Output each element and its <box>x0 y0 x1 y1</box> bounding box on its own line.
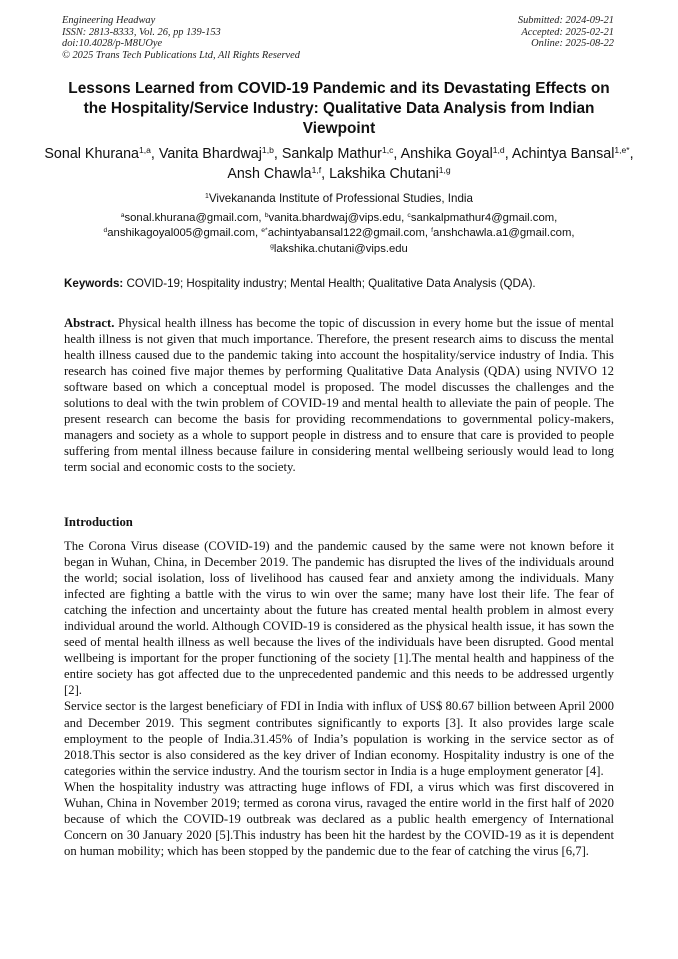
introduction-body <box>64 538 614 859</box>
author: Anshika Goyal$^{1,d}$, <box>400 144 512 162</box>
paragraph: The Corona Virus disease (COVID-19) and the pandemic caused by the same were not known before it began in Wuhan, China, in December 2019. The pandemic has disrupted the lives of the individuals around the world; social isolation, loss of livelihood has caused fear and anxiety among the individuals. Many infected are fighting a battle with the virus to win over the same; many have lost their life. The fear of catching the infection and uncertainty about the future has created mental health problem in almost every individual around the world. Although COVID-19 is considered as the physical health issue, it has sown the seed of mental health illness as well because the lives of the individuals have been disrupted. Good mental wellbeing is important for the proper functioning of the society [1].The mental health and happiness of the entire society has got affected due to the unprecedented pandemic and this needs to be addressed urgently [2]. <box>64 539 614 698</box>
paragraph: Service sector is the largest beneficiary of FDI in India with influx of US$ 80.67 billion between April 2000 and December 2019. This segment contributes significantly to exports [3]. It also provides large scale employment to the people of India.31.45% of India’s population is working in the service sector as of 2018.This sector is also considered as the key driver of Indian economy. Hospitality industry is one of the categories within the service industry. And the tourism sector in India is a huge employment generator [4]. <box>64 699 614 778</box>
author: Ansh Chawla$^{1,f}$, <box>227 164 330 182</box>
copyright: © 2025 Trans Tech Publications Ltd, All Rights Reserved <box>62 49 300 61</box>
affiliation: $^1$Vivekananda Institute of Professional Studies, India <box>205 192 473 205</box>
author-list <box>40 144 638 184</box>
author: Lakshika Chutani$^{1,g}$ <box>329 164 451 182</box>
email[interactable]: $^g$lakshika.chutani@vips.edu <box>270 242 408 255</box>
abstract <box>64 315 614 475</box>
online-date: Online: 2025-08-22 <box>531 38 614 50</box>
keywords <box>64 276 624 291</box>
email[interactable]: $^f$anshchawla.a1@gmail.com, <box>431 227 575 240</box>
email[interactable]: $^c$sankalpmathur4@gmail.com, <box>407 211 558 224</box>
publication-dates <box>518 15 614 50</box>
paragraph: When the hospitality industry was attracting huge inflows of FDI, a virus which was first discovered in Wuhan, China in November 2019; termed as corona virus, ravaged the entire world in the first half of 2020 because of which the COVID-19 outbreak was declared as a public health emergency of International Concern on 30 January 2020 [5].This industry has been hit the hardest by the COVID-19 as it is dependent on human mobility; which has been stopped by the pandemic due to the fear of catching the virus [6,7]. <box>64 779 614 858</box>
author: Vanita Bhardwaj$^{1,b}$, <box>158 144 282 162</box>
abstract-label: Abstract. <box>64 316 115 330</box>
author: Achintya Bansal$^{1,e*}$, <box>511 144 634 162</box>
author: Sonal Khurana$^{1,a}$, <box>44 144 159 162</box>
journal-info <box>62 15 300 61</box>
paper-title: Lessons Learned from COVID-19 Pandemic and its Devastating Effects on the Hospitality/Service Industry: Qualitative Data Analysis from Indian Viewpoint <box>68 80 610 137</box>
submitted-date: Submitted: 2024-09-21 <box>517 15 614 26</box>
journal-name: Engineering Headway <box>62 15 156 26</box>
accepted-date: Accepted: 2025-02-21 <box>521 26 614 38</box>
email-list <box>40 211 638 257</box>
keywords-text: COVID-19; Hospitality industry; Mental Health; Qualitative Data Analysis (QDA). <box>123 277 536 290</box>
email[interactable]: $^{e*}$achintyabansal122@gmail.com, <box>261 227 432 240</box>
abstract-text: Physical health illness has become the topic of discussion in every home but the issue of mental health illness is not given that much importance. Therefore, the present research aims to discuss the mental health illness caused due to the pandemic taking into account the hospitality/service industry of India. This research has coined five major themes by performing Qualitative Data Analysis (QDA) using NVIVO 12 software based on which a conceptual model is proposed. The model discusses the challenges and the solutions to deal with the twin problem of COVID-19 and mental health to alleviate the pain of people. The present research can become the basis for providing recommendations to governmental policy-makers, managers and society as a whole to support people in distress and to ensure that care is provided to people suffering from mental illness because failure in considering mental wellbeing seriously would lead to long term social and economic costs to the society. <box>64 316 614 475</box>
email[interactable]: $^b$vanita.bhardwaj@vips.edu, <box>264 211 408 224</box>
keywords-label: Keywords: <box>64 277 124 290</box>
email[interactable]: $^a$sonal.khurana@gmail.com, <box>120 211 265 224</box>
doi: doi:10.4028/p-M8UOye <box>62 38 163 50</box>
email[interactable]: $^d$anshikagoyal005@gmail.com, <box>103 227 262 240</box>
author: Sankalp Mathur$^{1,c}$, <box>281 144 401 162</box>
issn: ISSN: 2813-8333, Vol. 26, pp 139-153 <box>62 26 221 38</box>
section-heading-introduction: Introduction <box>64 515 133 529</box>
